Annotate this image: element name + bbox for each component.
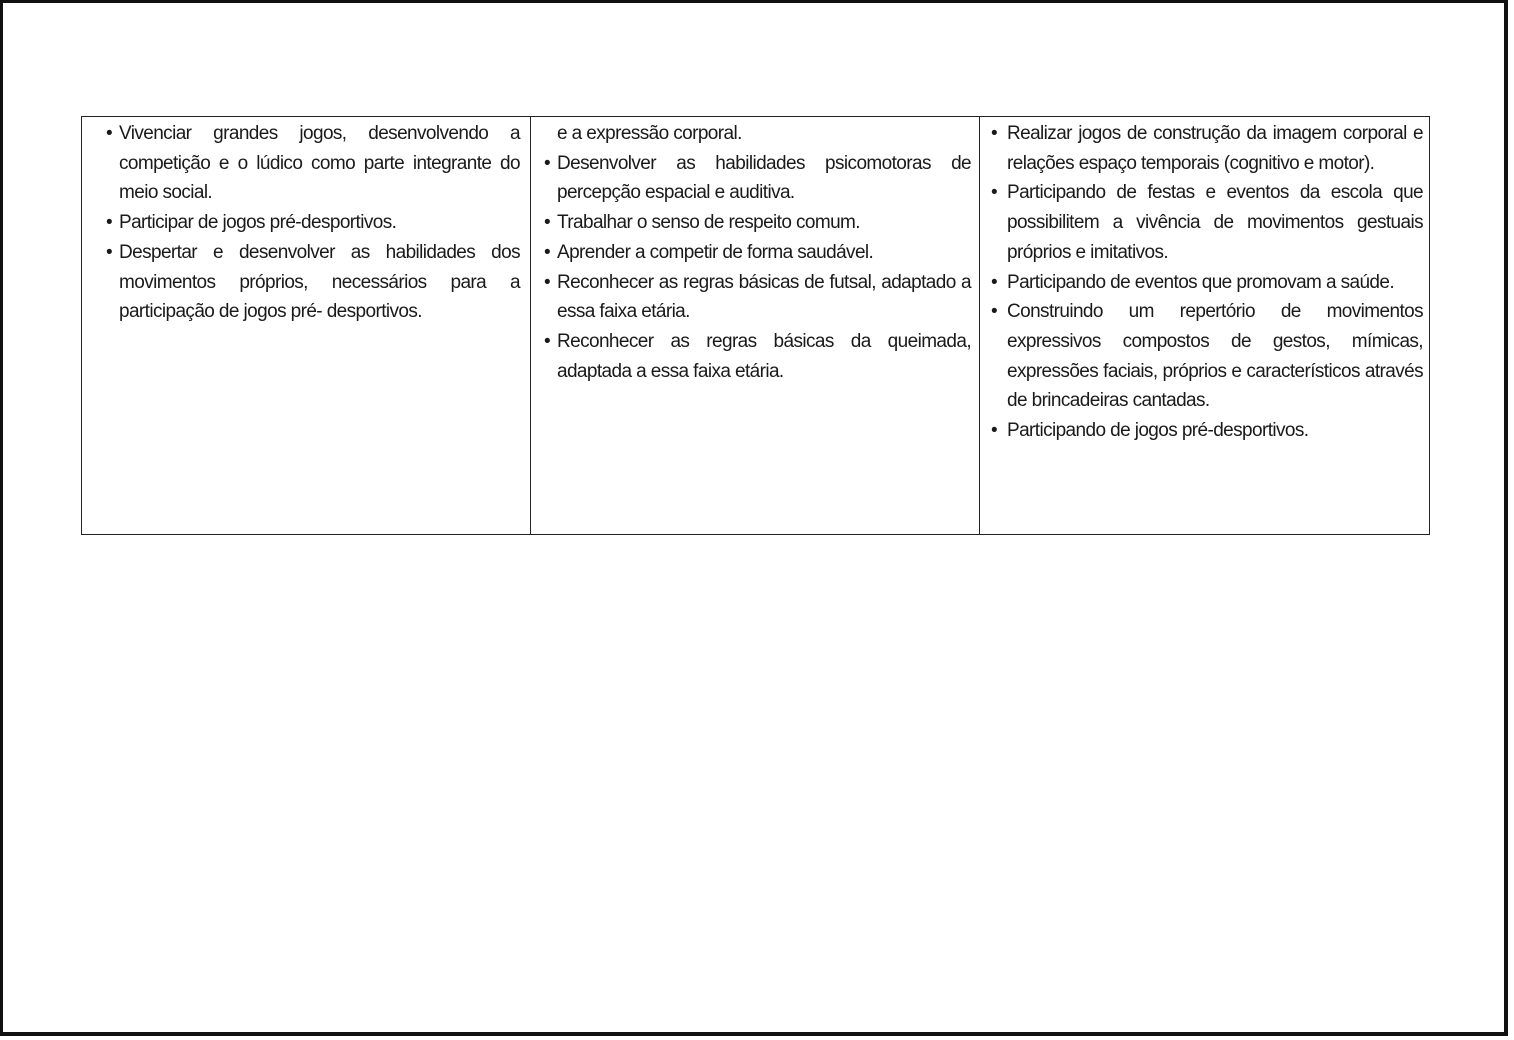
list-item: • Participando de eventos que promovam a saúde. bbox=[990, 268, 1423, 298]
column-2-list bbox=[544, 119, 971, 386]
column-3-list bbox=[990, 119, 1423, 446]
list-item: • Realizar jogos de construção da imagem corporal e relações espaço temporais (cognitivo e motor). bbox=[990, 119, 1423, 178]
column-2-cell bbox=[531, 117, 980, 535]
list-item: • Construindo um repertório de movimentos expressivos compostos de gestos, mímicas, expressões faciais, próprios e característicos através de brincadeiras cantadas. bbox=[990, 297, 1423, 416]
list-item: • Participar de jogos pré-desportivos. bbox=[106, 208, 520, 238]
column-3-cell bbox=[980, 117, 1430, 535]
list-item-continuation: e a expressão corporal. bbox=[557, 123, 742, 144]
column-1-list bbox=[106, 119, 520, 327]
content-table bbox=[81, 116, 1430, 535]
list-item: • Reconhecer as regras básicas da queimada, adaptada a essa faixa etária. bbox=[544, 327, 971, 386]
list-item: • Reconhecer as regras básicas de futsal, adaptado a essa faixa etária. bbox=[544, 268, 971, 327]
list-item: • Despertar e desenvolver as habilidades dos movimentos próprios, necessários para a participação de jogos pré- desportivos. bbox=[106, 238, 520, 327]
list-item: • Vivenciar grandes jogos, desenvolvendo a competição e o lúdico como parte integrante do meio social. bbox=[106, 119, 520, 208]
list-item: • Participando de festas e eventos da escola que possibilitem a vivência de movimentos gestuais próprios e imitativos. bbox=[990, 178, 1423, 267]
list-item: • Desenvolver as habilidades psicomotoras de percepção espacial e auditiva. bbox=[544, 149, 971, 208]
list-item: • Trabalhar o senso de respeito comum. bbox=[544, 208, 971, 238]
list-item: • Aprender a competir de forma saudável. bbox=[544, 238, 971, 268]
column-1-cell bbox=[82, 117, 531, 535]
table-row bbox=[82, 117, 1430, 535]
list-item: • Participando de jogos pré-desportivos. bbox=[990, 416, 1423, 446]
